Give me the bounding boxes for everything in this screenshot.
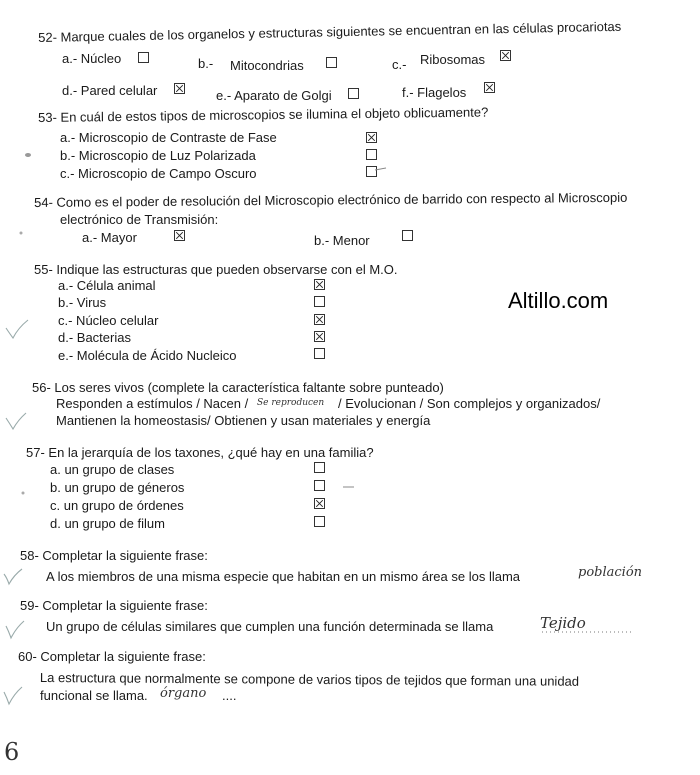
q55-option-e-checkbox[interactable] — [314, 348, 325, 359]
q54-option-a-label: a.- Mayor — [82, 230, 137, 245]
q57-option-b-label: b. un grupo de géneros — [50, 480, 185, 495]
checkbox-x-mark-icon — [315, 332, 324, 341]
q55-option-c-label: c.- Núcleo celular — [58, 313, 159, 328]
q60-title: 60- Completar la siguiente frase: — [18, 649, 206, 664]
q54-option-b-label: b.- Menor — [314, 233, 370, 248]
q60-handwritten-answer: órgano — [160, 686, 207, 701]
check-mark-icon — [4, 410, 28, 432]
q53-option-c-label: c.- Microscopio de Campo Oscuro — [60, 166, 257, 181]
q57-option-a-checkbox[interactable] — [314, 462, 325, 473]
q55-option-e-label: e.- Molécula de Ácido Nucleico — [58, 348, 237, 363]
q52-option-f-label: f.- Flagelos — [402, 85, 467, 100]
q56-handwritten-answer: Se reproducen — [257, 398, 325, 408]
q55-option-a-label: a.- Célula animal — [58, 278, 156, 293]
q52-option-d-label: d.- Pared celular — [62, 83, 158, 98]
checkbox-x-mark-icon — [175, 231, 184, 240]
margin-dot-mark — [24, 152, 32, 158]
q56-line2b: / Evolucionan / Son complejos y organizados/ — [338, 396, 601, 411]
q60-line2: funcional se llama. — [40, 688, 148, 703]
q52-option-c-label: Ribosomas — [420, 52, 486, 67]
q59-sentence: Un grupo de células similares que cumplen una función determinada se llama — [46, 619, 494, 634]
site-watermark: Altillo.com — [508, 288, 609, 313]
q60-line1: La estructura que normalmente se compone de varios tipos de tejidos que forman una unidad — [39, 670, 580, 689]
q55-text: 55- Indique las estructuras que pueden observarse con el M.O. — [34, 262, 398, 277]
q52-option-c-prefix: c.- — [392, 57, 407, 72]
q57-option-c-checkbox[interactable] — [314, 498, 325, 509]
margin-dot-mark — [20, 490, 26, 496]
q53-option-b-checkbox[interactable] — [366, 149, 377, 160]
margin-dot-mark — [18, 230, 24, 236]
checkbox-x-mark-icon — [485, 83, 494, 92]
q59-title: 59- Completar la siguiente frase: — [20, 598, 208, 613]
pen-stroke-mark — [374, 166, 388, 172]
q52-option-c-checkbox[interactable] — [500, 50, 511, 61]
q52-option-a-label: a.- Núcleo — [62, 51, 122, 66]
check-mark-icon — [2, 684, 24, 706]
q52-option-a-checkbox[interactable] — [138, 52, 149, 63]
check-mark-icon — [4, 618, 26, 640]
q52-option-f-checkbox[interactable] — [484, 82, 495, 93]
q52-option-e-label: e.- Aparato de Golgi — [216, 88, 332, 103]
q52-option-b-prefix: b.- — [198, 56, 214, 71]
q55-option-b-label: b.- Virus — [58, 295, 107, 310]
checkbox-x-mark-icon — [501, 51, 510, 60]
q56-line3: Mantienen la homeostasis/ Obtienen y usan materiales y energía — [56, 413, 431, 428]
checkbox-x-mark-icon — [315, 315, 324, 324]
checkbox-x-mark-icon — [367, 133, 376, 142]
q52-option-e-checkbox[interactable] — [348, 88, 359, 99]
q52-option-d-checkbox[interactable] — [174, 83, 185, 94]
q55-option-d-checkbox[interactable] — [314, 331, 325, 342]
page-number: 6 — [4, 738, 20, 766]
q57-option-d-label: d. un grupo de filum — [50, 516, 165, 531]
q54-option-b-checkbox[interactable] — [402, 230, 413, 241]
q52-text: 52- Marque cuales de los organelos y estructuras siguientes se encuentran en las células procariotas — [38, 18, 622, 45]
q55-option-d-label: d.- Bacterias — [58, 330, 131, 345]
checkbox-x-mark-icon — [315, 499, 324, 508]
q56-line2a: Responden a estímulos / Nacen / — [56, 396, 249, 411]
q53-option-b-label: b.- Microscopio de Luz Polarizada — [60, 148, 256, 163]
q57-option-d-checkbox[interactable] — [314, 516, 325, 527]
q55-option-b-checkbox[interactable] — [314, 296, 325, 307]
pen-stroke-mark — [342, 484, 356, 490]
q53-option-a-checkbox[interactable] — [366, 132, 377, 143]
q52-option-b-checkbox[interactable] — [326, 57, 337, 68]
q52-option-b-label: Mitocondrias — [230, 58, 304, 73]
dotted-fill-line — [542, 630, 634, 634]
q59-handwritten-answer: Tejido — [540, 614, 586, 632]
q58-handwritten-answer: población — [578, 565, 643, 580]
q55-option-a-checkbox[interactable] — [314, 279, 325, 290]
q53-option-a-label: a.- Microscopio de Contraste de Fase — [60, 130, 277, 145]
q58-sentence: A los miembros de una misma especie que habitan en un mismo área se los llama — [46, 569, 521, 584]
q58-title: 58- Completar la siguiente frase: — [20, 548, 208, 563]
q56-line1: 56- Los seres vivos (complete la característica faltante sobre punteado) — [32, 380, 444, 395]
check-mark-icon — [2, 566, 24, 586]
check-mark-icon — [4, 318, 30, 340]
checkbox-x-mark-icon — [175, 84, 184, 93]
q60-trailing-dots: .... — [222, 688, 237, 703]
checkbox-x-mark-icon — [315, 280, 324, 289]
q54-line2: electrónico de Transmisión: — [60, 212, 219, 227]
q57-option-b-checkbox[interactable] — [314, 480, 325, 491]
q55-option-c-checkbox[interactable] — [314, 314, 325, 325]
q54-line1: 54- Como es el poder de resolución del Microscopio electrónico de barrido con respecto al Microscopio — [34, 189, 628, 210]
q54-option-a-checkbox[interactable] — [174, 230, 185, 241]
q53-text: 53- En cuál de estos tipos de microscopios se ilumina el objeto oblicuamente? — [38, 104, 489, 125]
q57-text: 57- En la jerarquía de los taxones, ¿qué hay en una familia? — [26, 445, 374, 460]
q57-option-c-label: c. un grupo de órdenes — [50, 498, 184, 513]
q57-option-a-label: a. un grupo de clases — [50, 462, 175, 477]
